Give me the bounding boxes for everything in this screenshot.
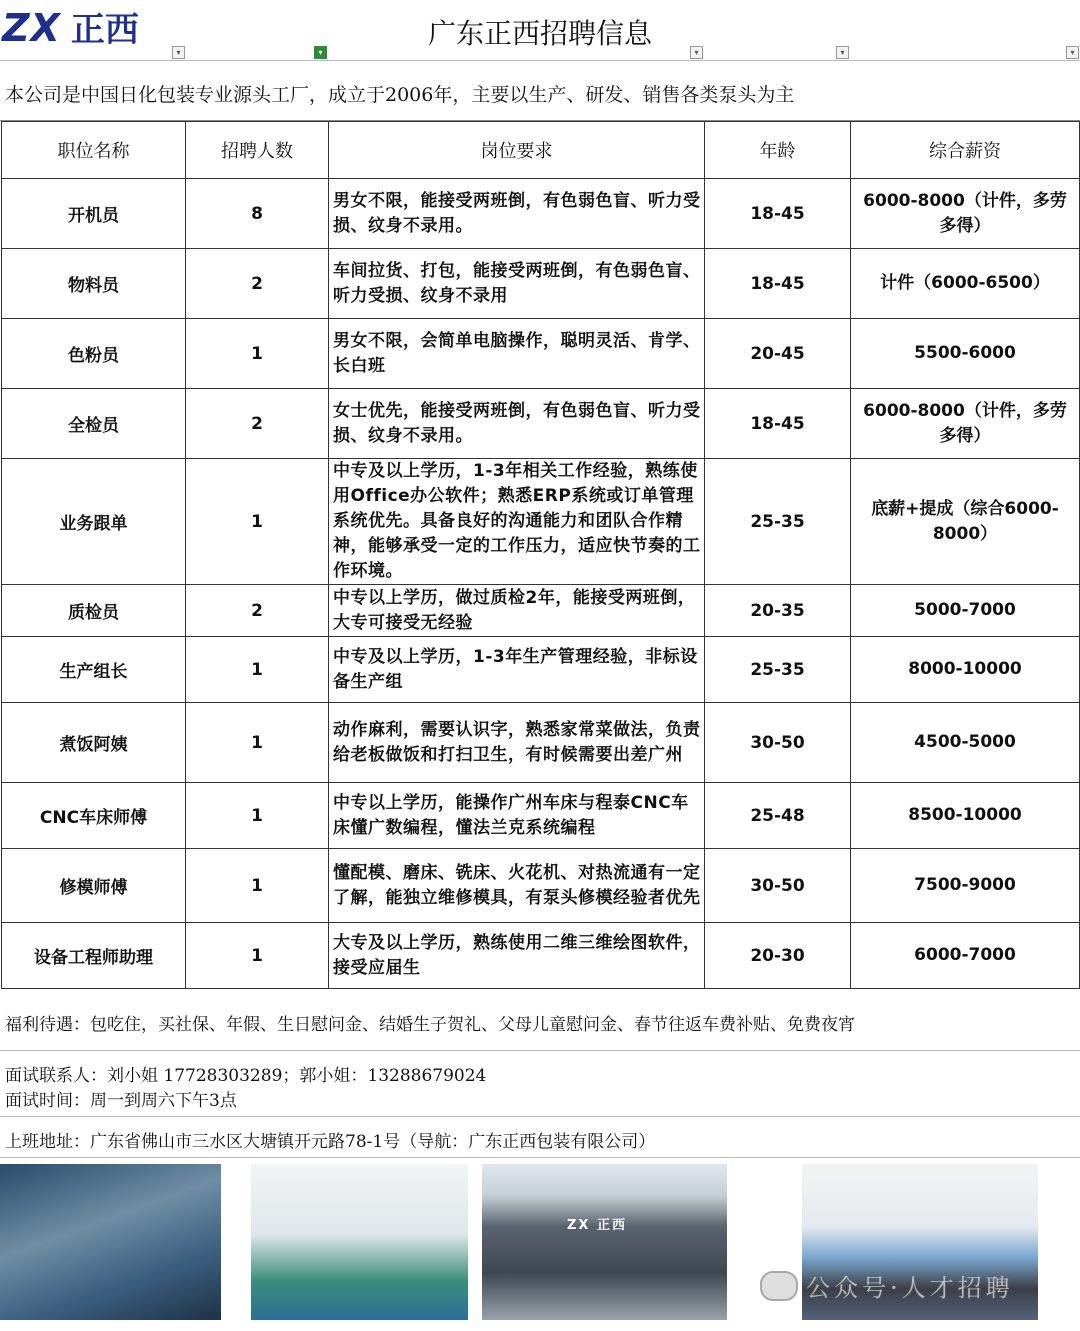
table-header-row [2,122,1080,179]
divider [0,1050,1080,1051]
cell-salary: 8000-10000 [851,637,1080,703]
cell-count: 1 [186,637,329,703]
cell-salary: 7500-9000 [851,849,1080,923]
cell-age: 25-35 [705,459,851,585]
cell-age: 20-45 [705,319,851,389]
divider [0,1116,1080,1117]
cell-position: 物料员 [2,249,186,319]
table-row [2,703,1080,783]
cell-age: 20-35 [705,585,851,637]
company-logo [2,2,139,50]
table-row [2,389,1080,459]
cell-salary: 6000-8000（计件，多劳多得） [851,179,1080,249]
header-count: 招聘人数 [186,122,329,179]
header-requirement: 岗位要求 [329,122,705,179]
watermark [760,1268,1014,1303]
cell-position: CNC车床师傅 [2,783,186,849]
cell-count: 1 [186,319,329,389]
header-salary: 综合薪资 [851,122,1080,179]
building-sign: ZX 正西 [567,1218,627,1233]
cell-requirement: 车间拉货、打包，能接受两班倒，有色弱色盲、听力受损、纹身不录用 [329,249,705,319]
cell-age: 18-45 [705,179,851,249]
logo-latin: ZX [2,6,61,50]
header-position: 职位名称 [2,122,186,179]
filter-active-icon[interactable]: ▾ [314,46,327,59]
cell-position: 业务跟单 [2,459,186,585]
cell-count: 1 [186,459,329,585]
table-row [2,783,1080,849]
company-intro [0,62,1080,121]
jobs-table [1,121,1080,989]
table-row [2,637,1080,703]
cell-salary: 4500-5000 [851,703,1080,783]
wechat-icon [760,1271,798,1301]
cell-salary: 5000-7000 [851,585,1080,637]
cell-age: 30-50 [705,703,851,783]
company-building-photo [482,1164,727,1320]
table-row [2,849,1080,923]
cell-salary: 6000-8000（计件，多劳多得） [851,389,1080,459]
cell-age: 18-45 [705,249,851,319]
cell-age: 18-45 [705,389,851,459]
cell-requirement: 男女不限，会简单电脑操作，聪明灵活、肯学、长白班 [329,319,705,389]
cell-salary: 8500-10000 [851,783,1080,849]
cell-position: 质检员 [2,585,186,637]
cell-position: 开机员 [2,179,186,249]
intro-text: 本公司是中国日化包装专业源头工厂，成立于2006年，主要以生产、研发、销售各类泵头为主 [5,84,795,106]
header-age: 年龄 [705,122,851,179]
production-line-photo [251,1164,468,1320]
filter-dropdown-icon[interactable]: ▾ [1066,46,1079,59]
logo-cn: 正西 [70,10,139,50]
cell-salary: 6000-7000 [851,923,1080,989]
cell-count: 1 [186,923,329,989]
cell-count: 1 [186,783,329,849]
cell-salary: 计件（6000-6500） [851,249,1080,319]
cell-requirement: 大专及以上学历，熟练使用二维三维绘图软件，接受应届生 [329,923,705,989]
cell-requirement: 中专及以上学历，1-3年相关工作经验，熟练使用Office办公软件；熟悉ERP系统或订单管理系统优先。具备良好的沟通能力和团队合作精神，能够承受一定的工作压力，适应快节奏的工作环境。 [329,459,705,585]
watermark-text: 公众号·人才招聘 [806,1274,1014,1302]
contact-text: 面试联系人：刘小姐 17728303289；郭小姐：13288679024 [5,1066,487,1086]
factory-workshop-photo [0,1164,221,1320]
cell-count: 2 [186,249,329,319]
cell-requirement: 懂配模、磨床、铣床、火花机、对热流通有一定了解，能独立维修模具，有泵头修模经验者优先 [329,849,705,923]
cell-count: 1 [186,849,329,923]
cell-position: 煮饭阿姨 [2,703,186,783]
cell-salary: 5500-6000 [851,319,1080,389]
cell-count: 8 [186,179,329,249]
header-bar [0,0,1080,61]
cell-salary: 底薪+提成（综合6000-8000） [851,459,1080,585]
cell-position: 全检员 [2,389,186,459]
cell-requirement: 中专以上学历，能操作广州车床与程泰CNC车床懂广数编程，懂法兰克系统编程 [329,783,705,849]
table-row [2,923,1080,989]
page-title: 广东正西招聘信息 [427,17,652,50]
cell-requirement: 动作麻利，需要认识字，熟悉家常菜做法，负责给老板做饭和打扫卫生，有时候需要出差广州 [329,703,705,783]
cell-count: 1 [186,703,329,783]
cell-requirement: 中专及以上学历，1-3年生产管理经验，非标设备生产组 [329,637,705,703]
interview-time-text: 面试时间：周一到周六下午3点 [5,1091,237,1111]
table-row [2,319,1080,389]
cell-age: 30-50 [705,849,851,923]
filter-dropdown-icon[interactable]: ▾ [690,46,703,59]
address-text: 上班地址：广东省佛山市三水区大塘镇开元路78-1号（导航：广东正西包装有限公司） [5,1132,656,1152]
divider [0,1157,1080,1158]
cell-requirement: 男女不限，能接受两班倒，有色弱色盲、听力受损、纹身不录用。 [329,179,705,249]
cell-position: 色粉员 [2,319,186,389]
table-row [2,249,1080,319]
cell-position: 设备工程师助理 [2,923,186,989]
cell-age: 20-30 [705,923,851,989]
filter-dropdown-icon[interactable]: ▾ [836,46,849,59]
cell-age: 25-48 [705,783,851,849]
cell-requirement: 中专以上学历，做过质检2年，能接受两班倒，大专可接受无经验 [329,585,705,637]
cell-count: 2 [186,585,329,637]
cell-age: 25-35 [705,637,851,703]
cell-requirement: 女士优先，能接受两班倒，有色弱色盲、听力受损、纹身不录用。 [329,389,705,459]
cell-position: 修模师傅 [2,849,186,923]
benefits-text: 福利待遇：包吃住，买社保、年假、生日慰问金、结婚生子贺礼、父母儿童慰问金、春节往返车费补贴、免费夜宵 [5,1015,855,1035]
cell-count: 2 [186,389,329,459]
cell-position: 生产组长 [2,637,186,703]
table-row [2,585,1080,637]
filter-dropdown-icon[interactable]: ▾ [172,46,185,59]
table-row [2,459,1080,585]
table-row [2,179,1080,249]
